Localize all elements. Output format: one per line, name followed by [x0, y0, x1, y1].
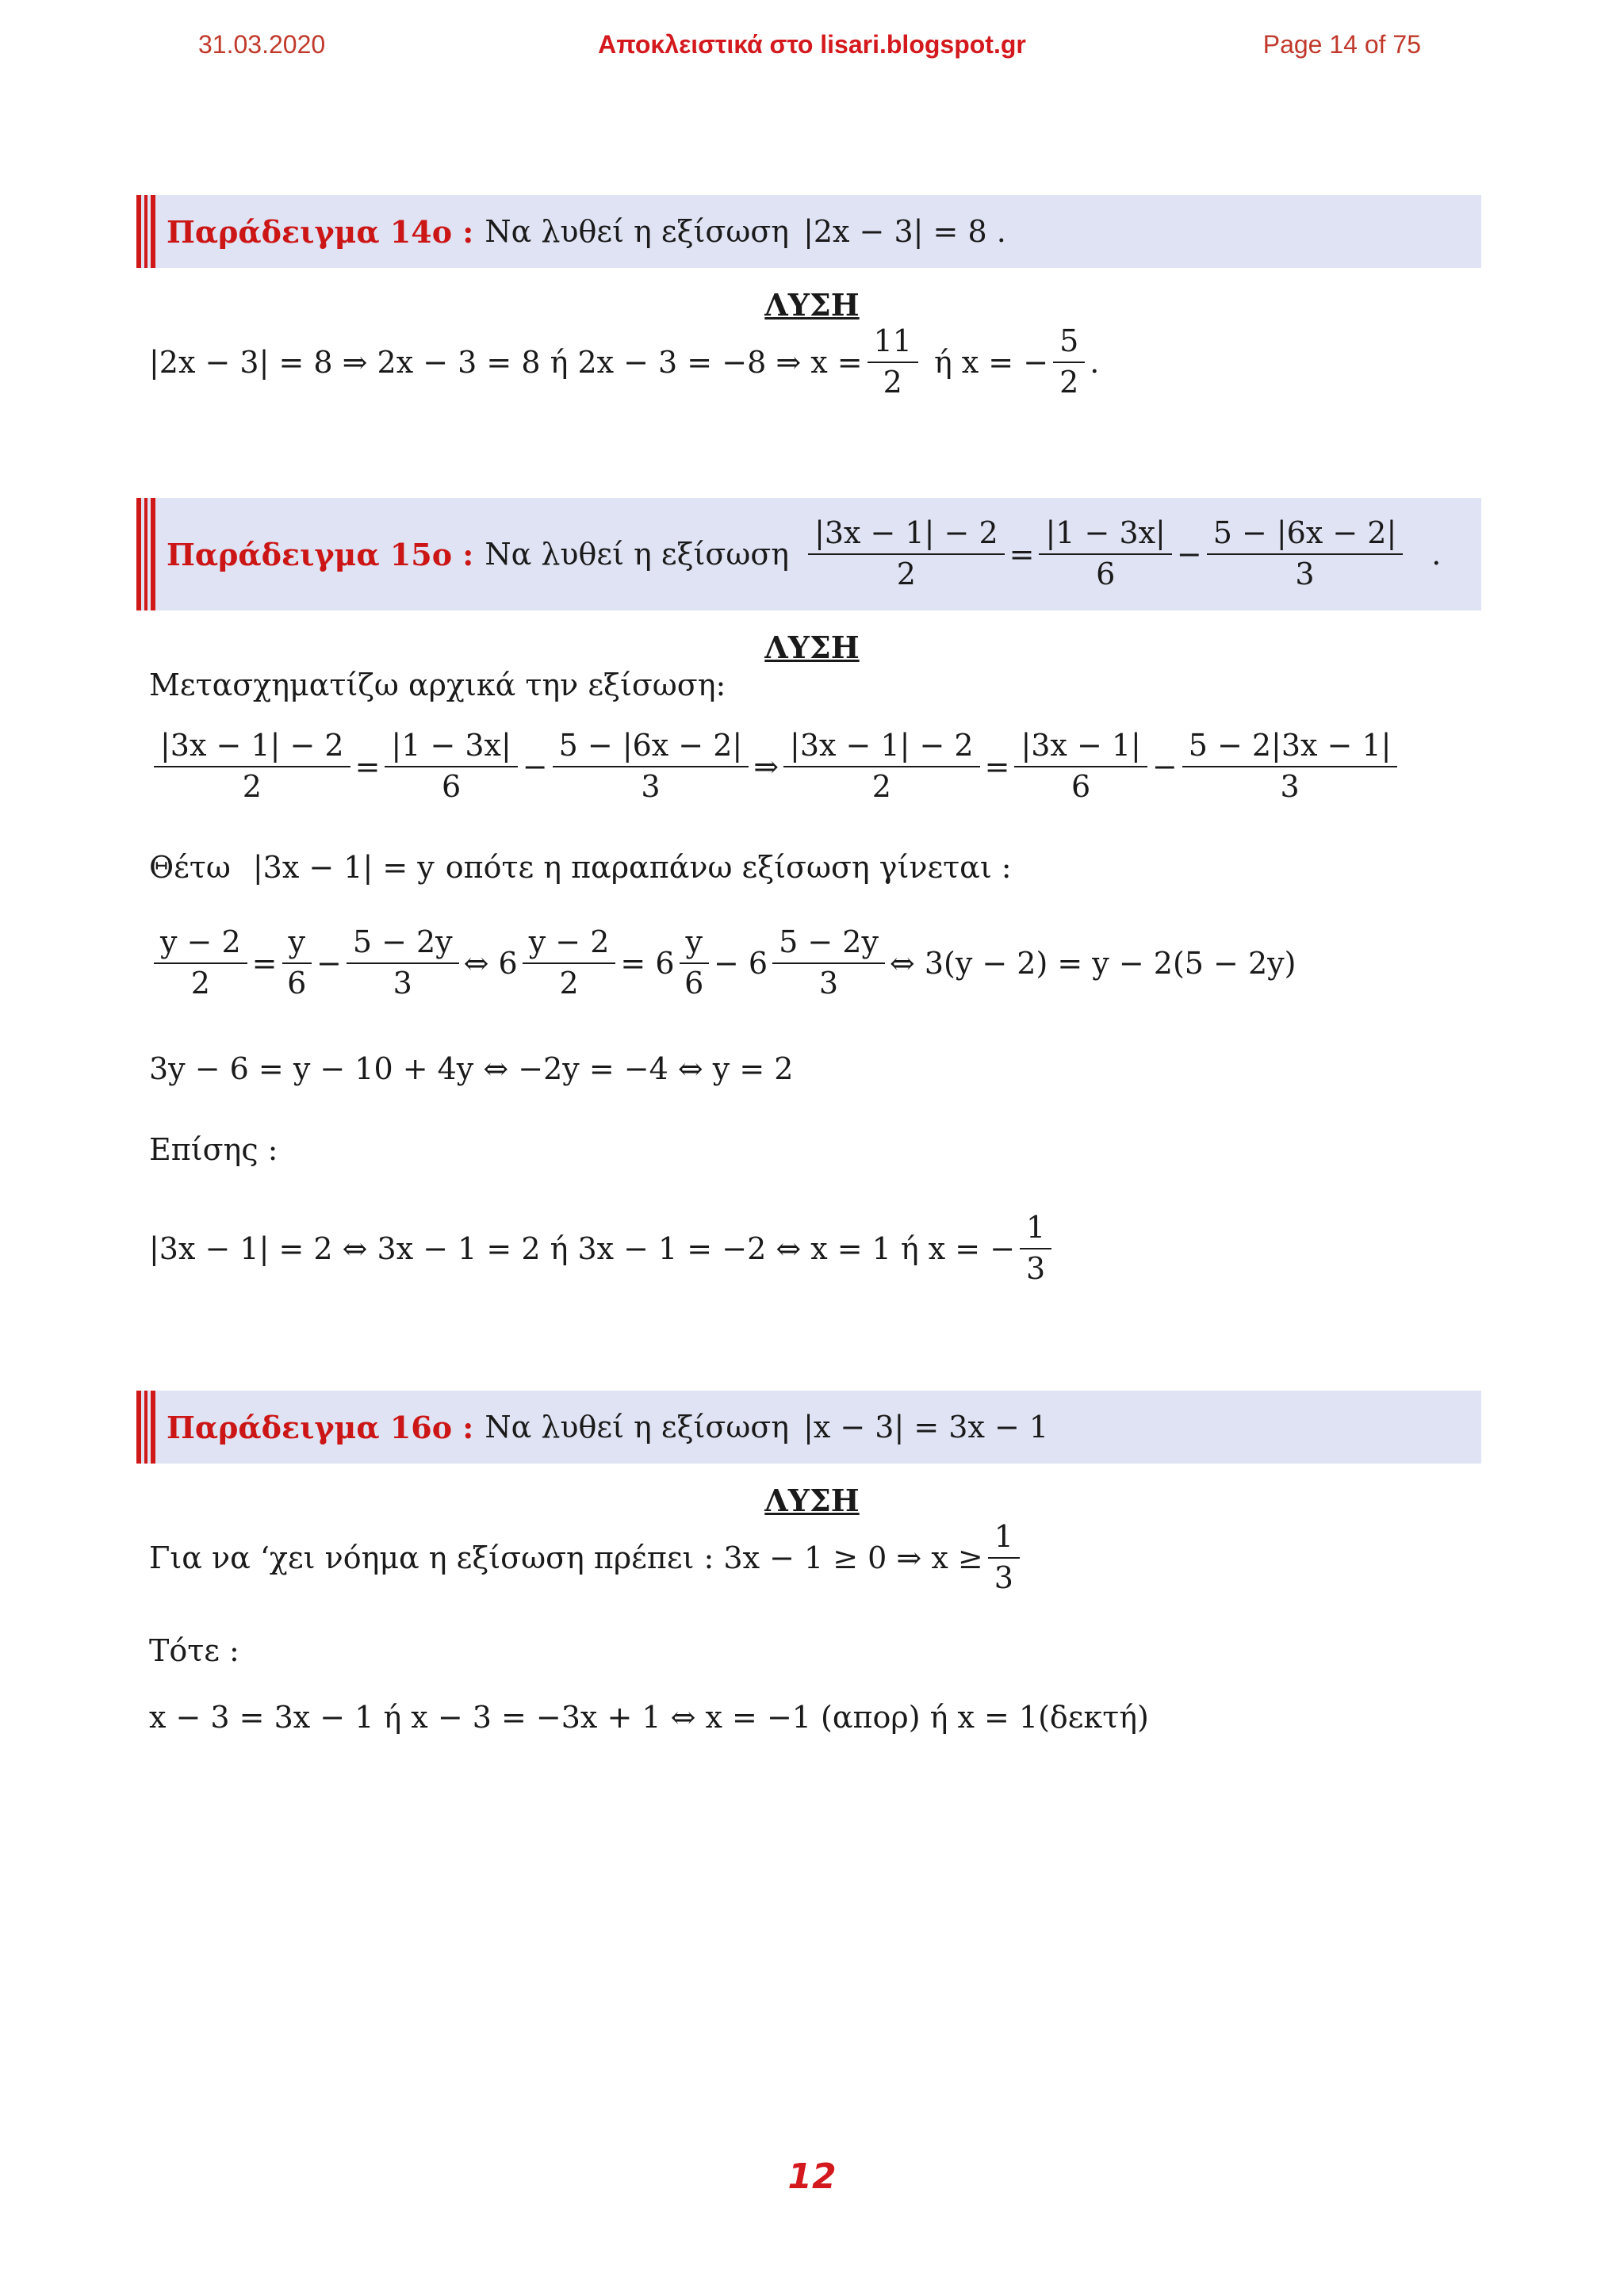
fraction	[868, 325, 918, 400]
step-text: ή x = −	[933, 344, 1049, 380]
denominator: 2	[242, 768, 262, 804]
denominator: 2	[896, 557, 916, 591]
example-15-y-equation	[149, 926, 1296, 1001]
banner-bars-icon	[136, 498, 162, 610]
numerator: 5 − 2|3x − 1|	[1182, 729, 1398, 767]
example-14-title: Παράδειγμα 14ο :	[167, 213, 474, 250]
example-15-final	[149, 1211, 1056, 1286]
operator: −	[316, 945, 342, 981]
fraction	[282, 926, 312, 1001]
denominator: 3	[641, 768, 661, 804]
operator: − 6	[713, 945, 768, 981]
fraction	[523, 926, 616, 1001]
expression: ⇔ 3(y − 2) = y − 2(5 − 2y)	[889, 945, 1297, 981]
operator: =	[1009, 537, 1035, 572]
fraction	[1207, 517, 1404, 591]
fraction	[988, 1521, 1020, 1595]
example-14-intro: Να λυθεί η εξίσωση	[485, 214, 790, 249]
example-14-step-1	[149, 325, 1099, 400]
example-16-intro: Να λυθεί η εξίσωση	[485, 1410, 790, 1445]
numerator: |3x − 1| − 2	[154, 729, 350, 767]
denominator: 2	[190, 965, 210, 1001]
banner-bars-icon	[136, 1391, 162, 1464]
fraction	[772, 926, 885, 1001]
denominator: 3	[1295, 557, 1315, 591]
denominator: 3	[393, 965, 412, 1001]
header-date: 31.03.2020	[198, 30, 326, 59]
operator: =	[251, 945, 278, 981]
example-16-solution-heading: ΛΥΣΗ	[764, 1483, 860, 1518]
fraction	[1020, 1211, 1051, 1286]
example-14-equation: |2x − 3| = 8 .	[803, 214, 1006, 249]
operator: −	[522, 748, 548, 784]
fraction	[385, 729, 517, 804]
numerator: 5 − |6x − 2|	[553, 729, 749, 767]
footer-page-number: 12	[787, 2156, 837, 2197]
numerator: 11	[868, 325, 918, 363]
fraction	[680, 926, 709, 1001]
denominator: 3	[1026, 1250, 1046, 1286]
example-16-tote: Τότε :	[149, 1633, 239, 1668]
denominator: 3	[1280, 768, 1300, 804]
fraction	[808, 517, 1005, 591]
operator: −	[1151, 748, 1178, 784]
example-16-banner	[136, 1391, 1481, 1464]
expression: |3x − 1| = y	[252, 850, 435, 885]
example-16-title: Παράδειγμα 16ο :	[167, 1409, 474, 1445]
fraction	[1039, 517, 1171, 591]
fraction	[154, 729, 350, 804]
example-16-final: x − 3 = 3x − 1 ή x − 3 = −3x + 1 ⇔ x = −1 (απορ) ή x = 1(δεκτή)	[149, 1700, 1149, 1735]
header-page-indicator: Page 14 of 75	[1262, 30, 1421, 59]
fraction	[154, 926, 247, 1001]
numerator: 5 − 2y	[772, 926, 885, 964]
numerator: y − 2	[523, 926, 616, 964]
numerator: |3x − 1| − 2	[808, 517, 1005, 555]
denominator: 2	[871, 768, 891, 804]
example-15-substitution	[149, 850, 1012, 885]
example-15-linear-solve: 3y − 6 = y − 10 + 4y ⇔ −2y = −4 ⇔ y = 2	[149, 1051, 794, 1086]
numerator: |3x − 1|	[1014, 729, 1147, 767]
numerator: |3x − 1| − 2	[783, 729, 980, 767]
example-15-solution-heading: ΛΥΣΗ	[764, 629, 860, 665]
fraction	[347, 926, 459, 1001]
banner-bars-icon	[136, 195, 162, 268]
denominator: 3	[994, 1559, 1013, 1595]
header-site[interactable]: Αποκλειστικά στο lisari.blogspot.gr	[598, 30, 1026, 59]
denominator: 6	[1071, 768, 1091, 804]
example-15-title: Παράδειγμα 15ο :	[167, 536, 474, 572]
numerator: y − 2	[154, 926, 247, 964]
example-15-equation	[803, 517, 1441, 591]
numerator: y	[282, 926, 312, 964]
example-14-banner	[136, 195, 1481, 268]
example-15-transform-text: Μετασχηματίζω αρχικά την εξίσωση:	[149, 668, 726, 702]
operator: ⇔ 6	[463, 945, 518, 981]
operator: =	[984, 748, 1010, 784]
operator: =	[354, 748, 381, 784]
numerator: |1 − 3x|	[1039, 517, 1171, 555]
example-16-equation: |x − 3| = 3x − 1	[803, 1410, 1049, 1445]
fraction	[1182, 729, 1398, 804]
text: οπότε η παραπάνω εξίσωση γίνεται :	[445, 850, 1012, 885]
step-text: |2x − 3| = 8 ⇒ 2x − 3 = 8 ή 2x − 3 = −8 ⇒ x =	[149, 344, 863, 380]
equation-end: .	[1431, 537, 1442, 572]
fraction	[783, 729, 980, 804]
expression: |3x − 1| = 2 ⇔ 3x − 1 = 2 ή 3x − 1 = −2 ⇔ x = 1 ή x = −	[149, 1230, 1016, 1266]
example-15-also: Επίσης :	[149, 1132, 278, 1167]
example-14-solution-heading: ΛΥΣΗ	[764, 287, 860, 323]
fraction	[1053, 325, 1085, 400]
fraction	[553, 729, 749, 804]
operator: −	[1176, 537, 1202, 572]
operator: = 6	[620, 945, 675, 981]
numerator: 5	[1053, 325, 1085, 363]
example-15-intro: Να λυθεί η εξίσωση	[485, 537, 790, 572]
operator: ⇒	[753, 748, 779, 784]
numerator: |1 − 3x|	[385, 729, 517, 767]
denominator: 6	[442, 768, 462, 804]
denominator: 6	[1096, 557, 1116, 591]
numerator: 5 − |6x − 2|	[1207, 517, 1404, 555]
numerator: y	[680, 926, 709, 964]
denominator: 2	[883, 364, 902, 400]
denominator: 2	[1059, 364, 1079, 400]
fraction	[1014, 729, 1147, 804]
numerator: 5 − 2y	[347, 926, 459, 964]
example-15-transform-line	[149, 729, 1402, 804]
numerator: 1	[1020, 1211, 1051, 1249]
text: Θέτω	[149, 850, 231, 885]
example-15-banner	[136, 498, 1481, 610]
denominator: 6	[287, 965, 307, 1001]
denominator: 3	[818, 965, 839, 1001]
denominator: 6	[684, 965, 704, 1001]
example-16-condition	[149, 1521, 1025, 1595]
denominator: 2	[559, 965, 579, 1001]
expression: Για να ‘χει νόημα η εξίσωση πρέπει : 3x − 1 ≥ 0 ⇒ x ≥	[149, 1540, 983, 1575]
step-end: .	[1090, 344, 1100, 380]
numerator: 1	[988, 1521, 1020, 1559]
